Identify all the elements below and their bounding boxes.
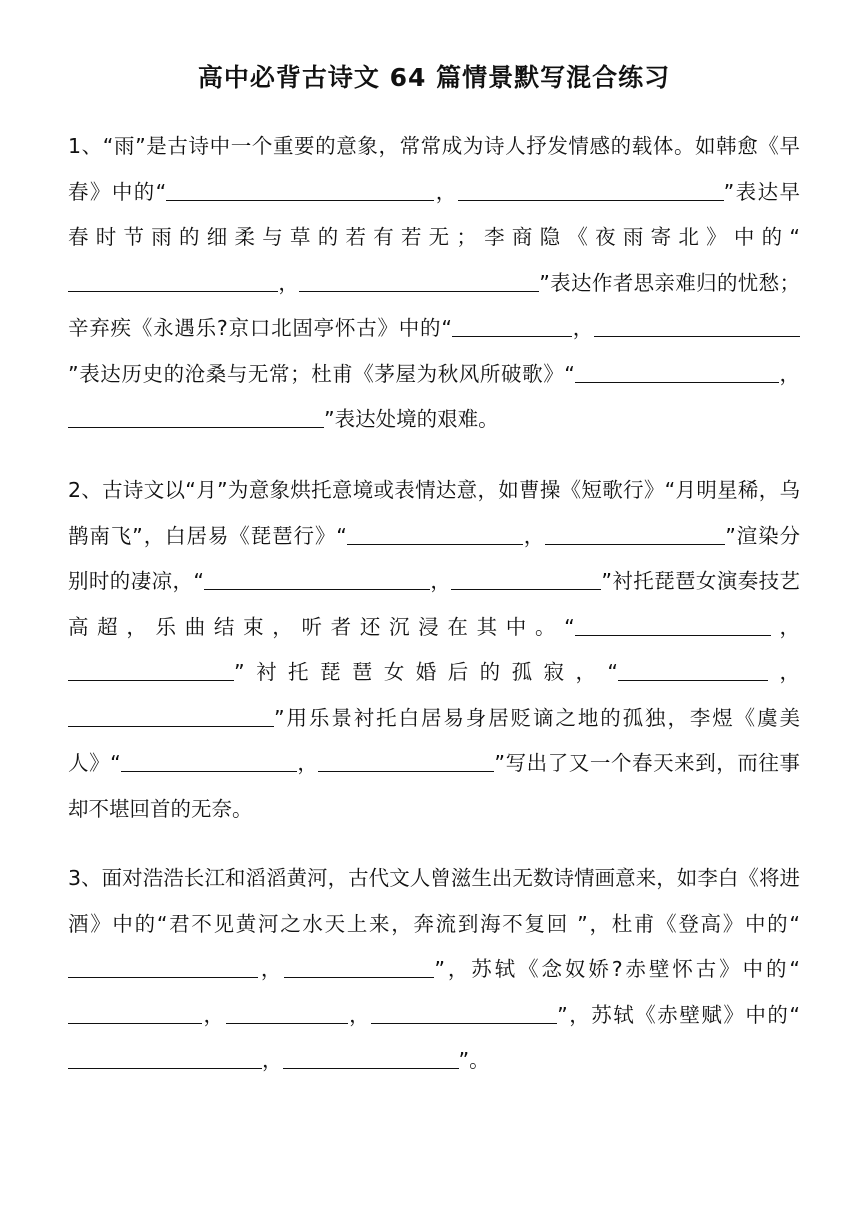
q1-text: ”表达处境的艰难。 <box>324 407 499 431</box>
answer-blank[interactable] <box>226 1005 348 1024</box>
q3-text: 3、面对浩浩长江和滔滔黄河，古代文人曾滋生出无数诗情画意来，如李白《将进酒》中的“君不见黄河之水天上来，奔流到海不复回 ”，杜甫《登高》中的“ <box>68 866 800 936</box>
answer-blank[interactable] <box>545 526 725 545</box>
q3-text: ”，苏轼《赤壁赋》中的“ <box>557 1002 801 1027</box>
answer-blank[interactable] <box>452 318 572 337</box>
q2-text: ， <box>770 614 800 639</box>
page-title: 高中必背古诗文 64 篇情景默写混合练习 <box>197 63 671 92</box>
answer-blank[interactable] <box>68 409 324 428</box>
answer-blank[interactable] <box>68 708 274 727</box>
q1-text: ”表达早春时节雨的细柔与草的若有若无；李商隐《夜雨寄北》中的“ <box>68 179 801 249</box>
answer-blank[interactable] <box>121 753 297 772</box>
q3-text: ”，苏轼《念奴娇?赤壁怀古》中的“ <box>434 957 801 981</box>
answer-blank[interactable] <box>299 273 539 292</box>
q1-text: ”表达作者思亲难归的忧愁；辛弃疾《永遇乐?京口北固亭怀古》中的“ <box>68 270 801 340</box>
answer-blank[interactable] <box>318 753 494 772</box>
q1-text: ”表达历史的沧桑与无常；杜甫《茅屋为秋风所破歌》“ <box>68 361 575 386</box>
answer-blank[interactable] <box>575 364 779 383</box>
q1-text: ， <box>434 179 458 204</box>
answer-blank[interactable] <box>451 571 601 590</box>
answer-blank[interactable] <box>347 526 523 545</box>
answer-blank[interactable] <box>594 318 800 337</box>
question-1 <box>68 124 800 443</box>
q2-text: ”衬托琵琶女婚后的孤寂，“ <box>234 660 619 684</box>
answer-blank[interactable] <box>68 662 234 681</box>
answer-blank[interactable] <box>458 182 724 201</box>
q3-text: ， <box>262 1048 283 1072</box>
q3-text: ， <box>202 1002 226 1027</box>
answer-blank[interactable] <box>204 571 430 590</box>
answer-blank[interactable] <box>166 182 434 201</box>
answer-blank[interactable] <box>68 1050 262 1069</box>
q1-text: ， <box>778 361 800 386</box>
answer-blank[interactable] <box>283 1050 459 1069</box>
answer-blank[interactable] <box>284 959 434 978</box>
q3-text: ， <box>258 957 285 981</box>
q1-text: 1、“雨”是古诗中一个重要的意象，常常成为诗人抒发情感的载体。如韩愈《早春》中的“ <box>68 134 800 204</box>
q2-text: ”渲染分别时的凄凉，“ <box>68 523 800 593</box>
q2-text: ， <box>522 523 546 548</box>
q3-text: ”。 <box>458 1048 490 1072</box>
answer-blank[interactable] <box>68 1005 202 1024</box>
answer-blank[interactable] <box>371 1005 557 1024</box>
q2-text: ， <box>768 660 801 684</box>
answer-blank[interactable] <box>68 273 278 292</box>
q2-text: ”衬托琵琶女演奏技艺高超，乐曲结束，听者还沉浸在其中。“ <box>68 569 801 639</box>
q1-text: ， <box>571 316 595 340</box>
question-3 <box>68 856 800 1084</box>
q2-text: ， <box>296 751 319 775</box>
answer-blank[interactable] <box>68 959 258 978</box>
q3-text: ， <box>347 1002 372 1027</box>
q2-text: ”写出了又一个春天来到，而往事却不堪回首的无奈。 <box>68 751 800 821</box>
answer-blank[interactable] <box>618 662 768 681</box>
q2-text: ”用乐景衬托白居易身居贬谪之地的孤独，李煜《虞美人》“ <box>68 705 800 775</box>
question-2 <box>68 468 800 832</box>
answer-blank[interactable] <box>575 617 771 636</box>
q1-text: ， <box>278 270 300 295</box>
q2-text: ， <box>430 569 452 593</box>
q2-text: 2、古诗文以“月”为意象烘托意境或表情达意，如曹操《短歌行》“月明星稀，乌鹊南飞”，白居易《琵琶行》“ <box>68 478 800 548</box>
